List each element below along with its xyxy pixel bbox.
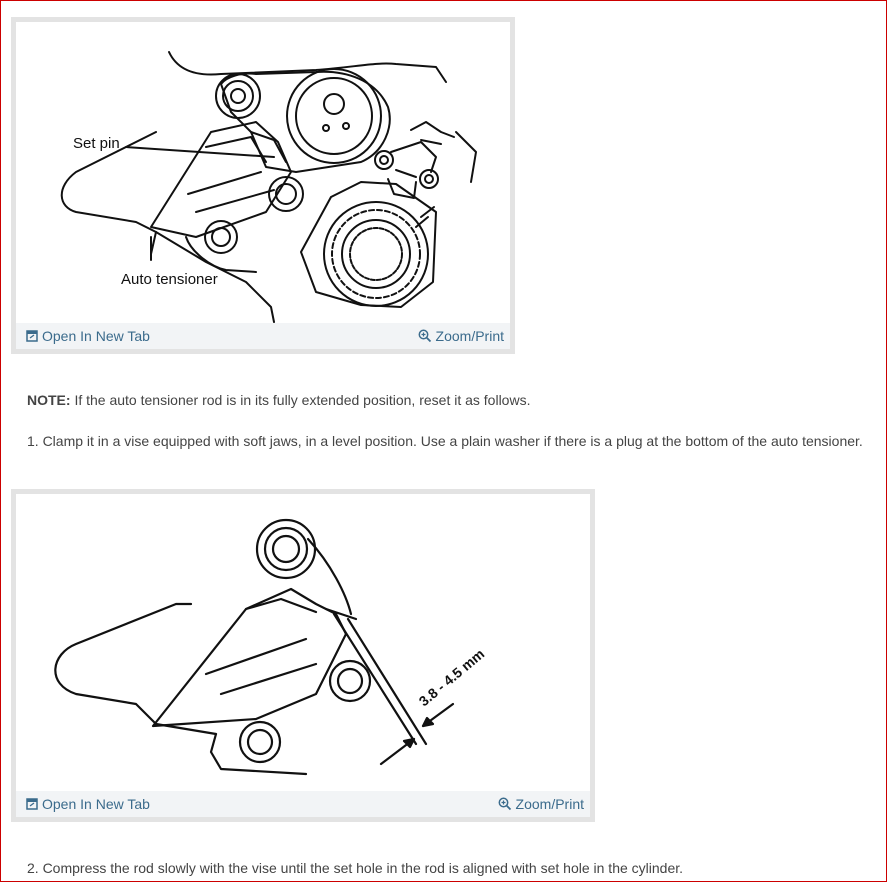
figure-frame-2	[16, 494, 590, 817]
open-new-tab-label: Open In New Tab	[42, 328, 150, 344]
zoom-print-link[interactable]	[498, 796, 584, 812]
zoom-in-icon	[418, 329, 432, 343]
tensioner-diagram-1[interactable]	[16, 22, 510, 323]
figure-card-1	[11, 17, 515, 354]
open-new-tab-link[interactable]	[26, 796, 150, 812]
note-text: If the auto tensioner rod is in its fully extended position, reset it as follows.	[70, 392, 531, 408]
figure-toolbar-1	[16, 323, 510, 349]
zoom-print-link[interactable]	[418, 328, 504, 344]
zoom-in-icon	[498, 797, 512, 811]
label-set-pin: Set pin	[73, 135, 120, 152]
note-label: NOTE:	[27, 392, 71, 408]
zoom-print-label: Zoom/Print	[435, 328, 504, 344]
open-new-tab-label: Open In New Tab	[42, 796, 150, 812]
step-2-text: 2. Compress the rod slowly with the vise until the set hole in the rod is aligned with set hole in the cylinder.	[27, 860, 684, 876]
zoom-print-label: Zoom/Print	[515, 796, 584, 812]
figure-card-2	[11, 489, 595, 822]
figure-toolbar-2	[16, 791, 590, 817]
figure-frame-1	[16, 22, 510, 349]
tensioner-diagram-2[interactable]	[16, 494, 590, 791]
open-new-tab-icon	[26, 330, 38, 342]
open-new-tab-icon	[26, 798, 38, 810]
dimension-label: 3.8 - 4.5 mm	[415, 645, 488, 710]
step-1-text: 1. Clamp it in a vise equipped with soft jaws, in a level position. Use a plain washer if there is a plug at the bottom of the auto tensioner.	[27, 433, 863, 449]
open-new-tab-link[interactable]	[26, 328, 150, 344]
label-auto-tensioner: Auto tensioner	[121, 271, 218, 288]
note-paragraph	[27, 392, 530, 408]
